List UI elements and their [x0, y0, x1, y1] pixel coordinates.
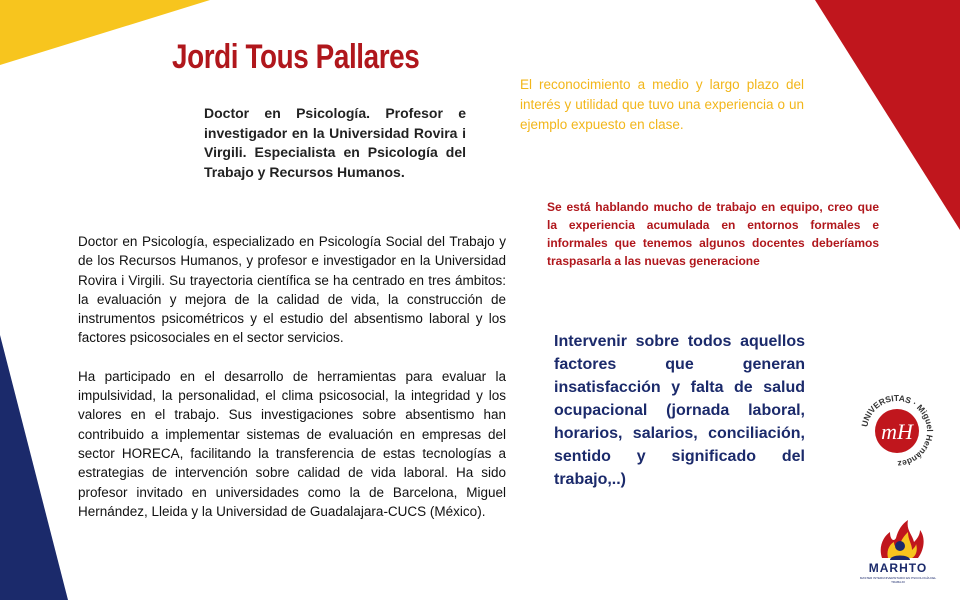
bio-paragraph-1: Doctor en Psicología, especializado en Psicología Social del Trabajo y de los Recursos Humanos, y profesor e investigador en la Universidad Rovira i Virgili. Su trayectoria científica se ha centrado en tres ámbitos: la evaluación y mejora de la calidad de vida, la construcción de instrumentos psicométricos y el estudio del absentismo laboral y los factores psicosociales en el sector servicios.: [78, 234, 506, 346]
navy-corner-shape: [0, 335, 68, 600]
quote-navy: Intervenir sobre todos aquellos factores que generan insatisfacción y falta de salud ocupacional (jornada laboral, horarios, salarios, conciliación, sentido y significado del trabajo,..): [554, 333, 805, 488]
umh-ring-text: UNIVERSITAS · Miguel Hernández: [859, 392, 936, 470]
umh-monogram: mH: [881, 419, 913, 444]
marhto-name: MARHTO: [868, 561, 928, 575]
universitas-miguel-hernandez-logo: [858, 392, 936, 470]
quote-yellow: El reconocimiento a medio y largo plazo del interés y utilidad que tuvo una experiencia o un ejemplo expuesto en clase.: [520, 77, 804, 132]
red-corner-shape: [815, 0, 960, 230]
marhto-tagline: MASTER INTERUNIVERSITARIO EN PSICOLOGÍA DEL TRABAJO: [859, 576, 937, 584]
speaker-subtitle: Doctor en Psicología. Profesor e investigador en la Universidad Rovira i Virgili. Especialista en Psicología del Trabajo y Recursos Humanos.: [204, 105, 466, 180]
speaker-biography: [78, 232, 506, 540]
speaker-name: Jordi Tous Pallares: [172, 38, 420, 76]
quote-red: Se está hablando mucho de trabajo en equipo, creo que la experiencia acumulada en entornos formales e informales que tenemos algunos docentes deberíamos traspasarla a las nuevas generacione: [547, 200, 879, 268]
bio-paragraph-2: Ha participado en el desarrollo de herramientas para evaluar la impulsividad, la personalidad, el clima psicosocial, la integridad y los valores en el trabajo. Sus investigaciones sobre absentismo han contribuido a implementar sistemas de evaluación en empresas del sector HORECA, facilitando la transferencia de estas tecnologías a estrategias de intervención sobre calidad de vida laboral. Ha sido profesor invitado en universidades como la de Barcelona, Miguel Hernández, Lleida y la Universidad de Guadalajara-CUCS (México).: [78, 368, 506, 519]
